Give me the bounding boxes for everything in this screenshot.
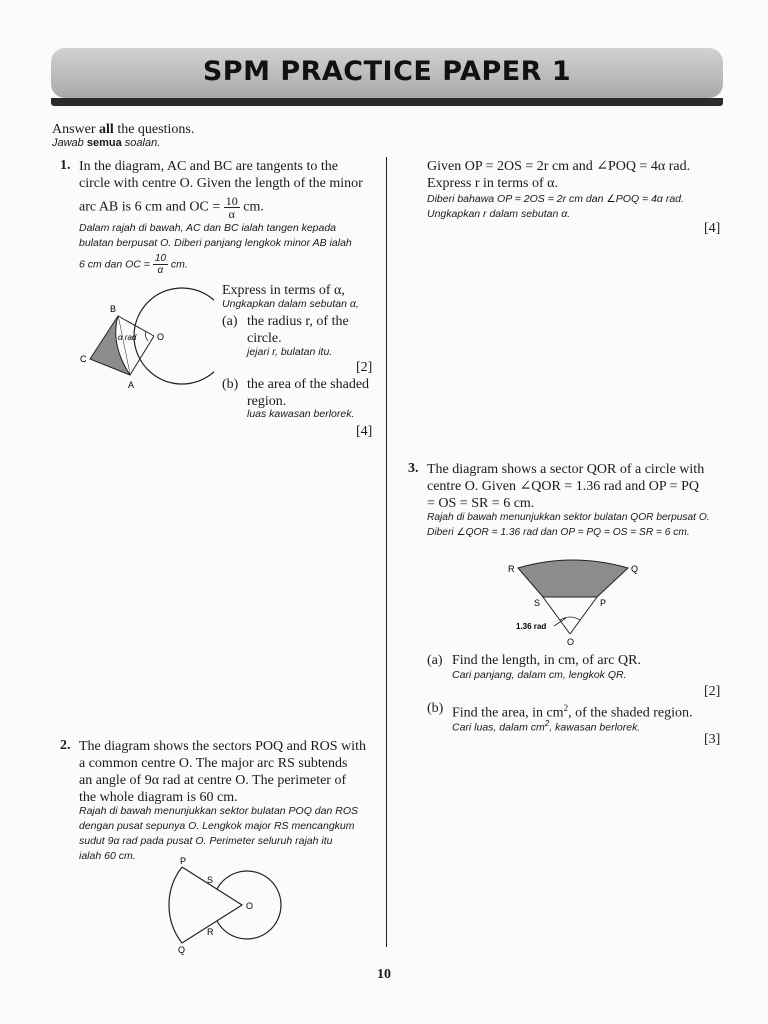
q1-label-a: A [128, 380, 135, 390]
q1a-label: (a) [222, 314, 238, 329]
q1a-text [247, 313, 375, 347]
q1-cont-text [427, 158, 723, 192]
q3-label-q: Q [631, 564, 639, 574]
q3-ms2: Diberi ∠QOR = 1.36 rad dan OP = PQ = OS = SR = 6 cm. [427, 527, 690, 538]
q2-line3: an angle of 9α rad at centre O. The perimeter of [79, 773, 347, 788]
q1-ms3-pre: 6 cm dan OC = [79, 258, 153, 271]
q2-line1: The diagram shows the sectors POQ and ROS with [79, 739, 366, 754]
q3-diagram [500, 556, 650, 648]
q3-line1: The diagram shows a sector QOR of a circle with [427, 462, 705, 477]
q3-line3: = OS = SR = 6 cm. [427, 496, 535, 511]
q2-stem [79, 738, 379, 806]
q3b-ms-post: , kawasan berlorek. [549, 721, 641, 734]
q1-line2: circle with centre O. Given the length of the minor [79, 176, 363, 191]
q1-cont-ms [427, 192, 727, 222]
column-divider [386, 157, 387, 947]
q1-number: 1. [60, 158, 71, 173]
q2-line2: a common centre O. The major arc RS subtends [79, 756, 348, 771]
instructions-en-bold: all [99, 122, 114, 137]
q2-label-q: Q [178, 945, 186, 955]
q3-shaded-region [518, 560, 628, 597]
page-title: SPM PRACTICE PAPER 1 [202, 56, 572, 87]
q3-label-p: P [600, 598, 607, 608]
q1-cont-ms1: Diberi bahawa OP = 2OS = 2r cm dan ∠POQ = 4α rad. [427, 193, 684, 205]
q1-angle-label: α rad [118, 333, 137, 342]
instructions-en-suffix: the questions. [113, 122, 195, 137]
q3b-ms-sup: 2 [544, 719, 550, 728]
q1-label-c: C [80, 354, 87, 364]
q1-stem-ms [79, 221, 375, 276]
q1-circle [134, 288, 214, 384]
q1a-en1: the radius r, of the [247, 314, 349, 329]
q1-cont-mark: [4] [704, 221, 721, 236]
q3-ms1: Rajah di bawah menunjukkan sektor bulatan QOR berpusat O. [427, 512, 710, 523]
q1a-ms: jejari r, bulatan itu. [247, 346, 333, 358]
q1-line3-post: cm. [239, 199, 264, 215]
q3b-ms [452, 716, 640, 736]
q3-line-po [570, 597, 597, 634]
q3-angle-pointer [554, 618, 566, 626]
instructions-ms-suffix: soalan. [121, 137, 161, 149]
q2-diagram [160, 855, 290, 955]
q3-number: 3. [408, 461, 419, 476]
q3-stem [427, 461, 723, 512]
q2-label-s: S [207, 875, 214, 885]
q1-line3-pre: arc AB is 6 cm and OC = [79, 199, 224, 215]
q1-cont-line1: Given OP = 2OS = 2r cm and ∠POQ = 4α rad. [427, 159, 691, 174]
q1-ms-line3 [79, 253, 375, 276]
q2-number: 2. [60, 738, 71, 753]
q3-label-r: R [508, 564, 515, 574]
q3b-en-pre: Find the area, in cm [452, 705, 564, 721]
q3-stem-ms [427, 510, 732, 540]
q3-label-s: S [534, 598, 541, 608]
q1-frac-den: α [228, 207, 235, 221]
q1-ms-frac-den: α [157, 265, 164, 276]
q1-label-o: O [157, 332, 165, 342]
q2-ms3: sudut 9α rad pada pusat O. Perimeter seluruh rajah itu [79, 835, 333, 847]
q1-fraction [224, 195, 240, 220]
q2-sector-poq [169, 867, 242, 943]
q1b-text [247, 376, 375, 410]
q3-line-so [543, 597, 570, 634]
q1a-mark: [2] [356, 360, 373, 375]
q3a-mark: [2] [704, 684, 721, 699]
page-number: 10 [377, 967, 391, 982]
q1-ms-line1: Dalam rajah di bawah, AC dan BC ialah tangen kepada [79, 222, 337, 234]
q1-ms-line2: bulatan berpusat O. Diberi panjang lengkok minor AB ialah [79, 237, 352, 249]
q1-express: Express in terms of α, [222, 283, 345, 298]
q2-line4: the whole diagram is 60 cm. [79, 790, 238, 805]
q3a-text: Find the length, in cm, of arc QR. [452, 653, 641, 668]
instructions-en [52, 121, 194, 138]
q1b-label: (b) [222, 377, 239, 392]
q1b-ms: luas kawasan berlorek. [247, 408, 355, 420]
q2-ms2: dengan pusat sepunya O. Lengkok major RS mencangkum [79, 820, 355, 832]
q1-ms3-post: cm. [167, 258, 188, 271]
instructions-ms [52, 137, 160, 149]
q3b-mark: [3] [704, 732, 721, 747]
instructions-ms-bold: semua [86, 137, 122, 149]
q1-ms-frac-num: 10 [154, 253, 166, 264]
q1-line3 [79, 195, 375, 220]
q1-line1: In the diagram, AC and BC are tangents to the [79, 159, 338, 174]
q1-cont-ms2: Ungkapkan r dalam sebutan α. [427, 208, 571, 220]
q3b-en-post: , of the shaded region. [568, 705, 693, 721]
instructions-en-prefix: Answer [52, 122, 100, 137]
q1-stem [79, 158, 375, 220]
q1a-en2: circle. [247, 331, 282, 346]
header-banner [51, 48, 723, 98]
q3a-label: (a) [427, 653, 443, 668]
instructions-ms-prefix: Jawab [52, 137, 87, 149]
q1-express-ms: Ungkapkan dalam sebutan α, [222, 298, 359, 310]
q3a-ms: Cari panjang, dalam cm, lengkok QR. [452, 669, 627, 681]
q1b-mark: [4] [356, 424, 373, 439]
q2-label-r: R [207, 927, 214, 937]
q3b-label: (b) [427, 701, 444, 716]
q1-label-b: B [110, 304, 117, 314]
q1-diagram [74, 284, 214, 394]
q3-label-o: O [567, 637, 575, 647]
q2-ms1: Rajah di bawah menunjukkan sektor bulatan POQ dan ROS [79, 805, 358, 817]
q3-line2: centre O. Given ∠QOR = 1.36 rad and OP = PQ [427, 479, 699, 494]
q3-angle-label: 1.36 rad [516, 622, 547, 631]
q3b-en-sup: 2 [563, 703, 569, 713]
q1b-en2: region. [247, 394, 287, 409]
q1b-en1: the area of the shaded [247, 377, 370, 392]
q3b-ms-pre: Cari luas, dalam cm [452, 721, 545, 734]
q2-ms4: ialah 60 cm. [79, 850, 136, 862]
header-banner-underline [51, 98, 723, 106]
q1-cont-line2: Express r in terms of α. [427, 176, 558, 191]
q1-ms-fraction [153, 253, 168, 276]
q1-frac-num: 10 [225, 194, 238, 208]
q2-label-o: O [246, 901, 254, 911]
q2-label-p: P [180, 856, 187, 866]
